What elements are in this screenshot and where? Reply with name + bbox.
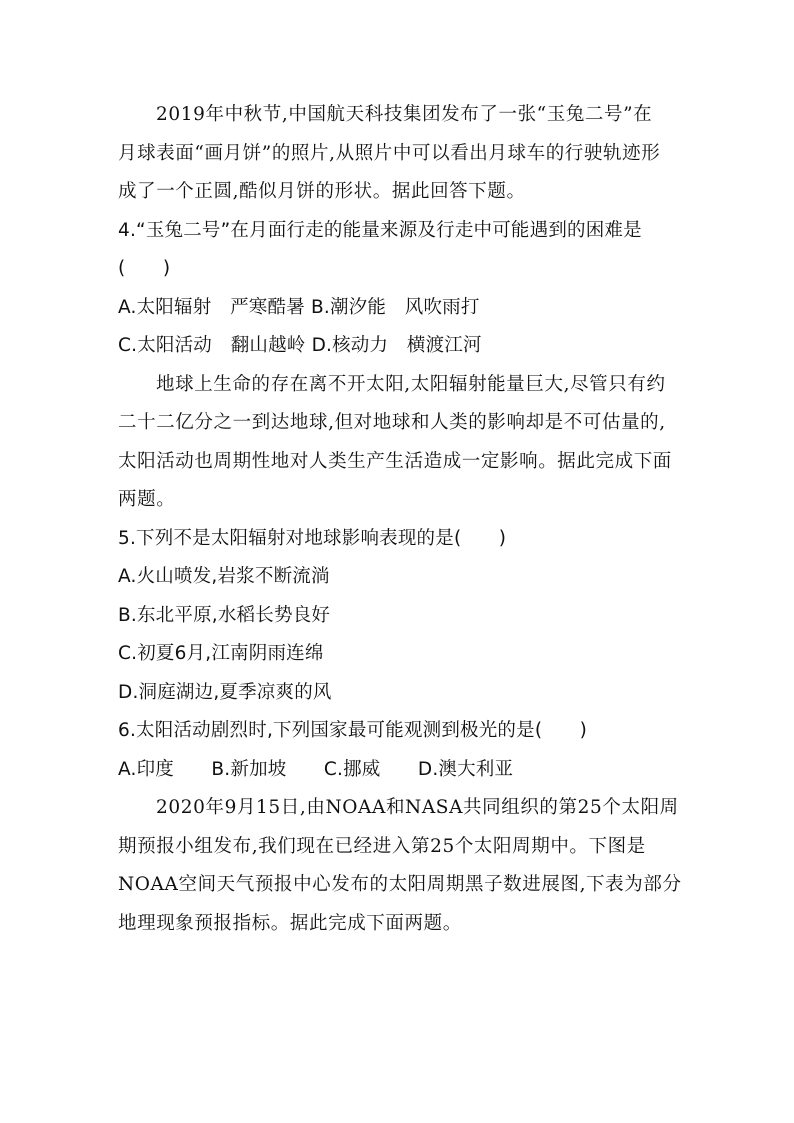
- passage1-line2: 月球表面“画月饼”的照片,从照片中可以看出月球车的行驶轨迹形: [118, 142, 661, 164]
- passage3-line1: 2020年9月15日,由NOAA和NASA共同组织的第25个太阳周: [156, 797, 679, 818]
- passage3-line4: 地理现象预报指标。据此完成下面两题。: [118, 912, 462, 934]
- q5-option-c: C.初夏6月,江南阴雨连绵: [118, 643, 324, 664]
- q5-option-b: B.东北平原,水稻长势良好: [118, 604, 331, 626]
- q6-options: A.印度 B.新加坡 C.挪威 D.澳大利亚: [118, 758, 514, 780]
- passage2-line4: 两题。: [118, 489, 176, 510]
- passage1-line1: 2019年中秋节,中国航天科技集团发布了一张“玉兔二号”在: [156, 104, 653, 125]
- passage3-line3: NOAA空间天气预报中心发布的太阳周期黑子数进展图,下表为部分: [118, 874, 682, 895]
- q4-stem-line1: 4.“玉兔二号”在月面行走的能量来源及行走中可能遇到的困难是: [118, 219, 642, 241]
- passage2-line1: 地球上生命的存在离不开太阳,太阳辐射能量巨大,尽管只有约: [156, 373, 666, 395]
- passage2-line2: 二十二亿分之一到达地球,但对地球和人类的影响却是不可估量的,: [118, 412, 666, 433]
- q4-options-line2: C.太阳活动 翻山越岭 D.核动力 横渡江河: [118, 335, 482, 356]
- q4-options-line1: A.太阳辐射 严寒酷暑 B.潮汐能 风吹雨打: [118, 296, 480, 318]
- passage1-line3: 成了一个正圆,酷似月饼的形状。据此回答下题。: [118, 181, 526, 202]
- passage2-line3: 太阳活动也周期性地对人类生产生活造成一定影响。据此完成下面: [118, 450, 672, 472]
- q4-stem-line2: ( ): [118, 258, 171, 279]
- q5-stem: 5.下列不是太阳辐射对地球影响表现的是( ): [118, 527, 507, 549]
- passage3-line2: 期预报小组发布,我们现在已经进入第25个太阳周期中。下图是: [118, 835, 646, 857]
- q5-option-d: D.洞庭湖边,夏季凉爽的风: [118, 681, 332, 703]
- q5-option-a: A.火山喷发,岩浆不断流淌: [118, 566, 330, 587]
- q6-stem: 6.太阳活动剧烈时,下列国家最可能观测到极光的是( ): [118, 720, 588, 741]
